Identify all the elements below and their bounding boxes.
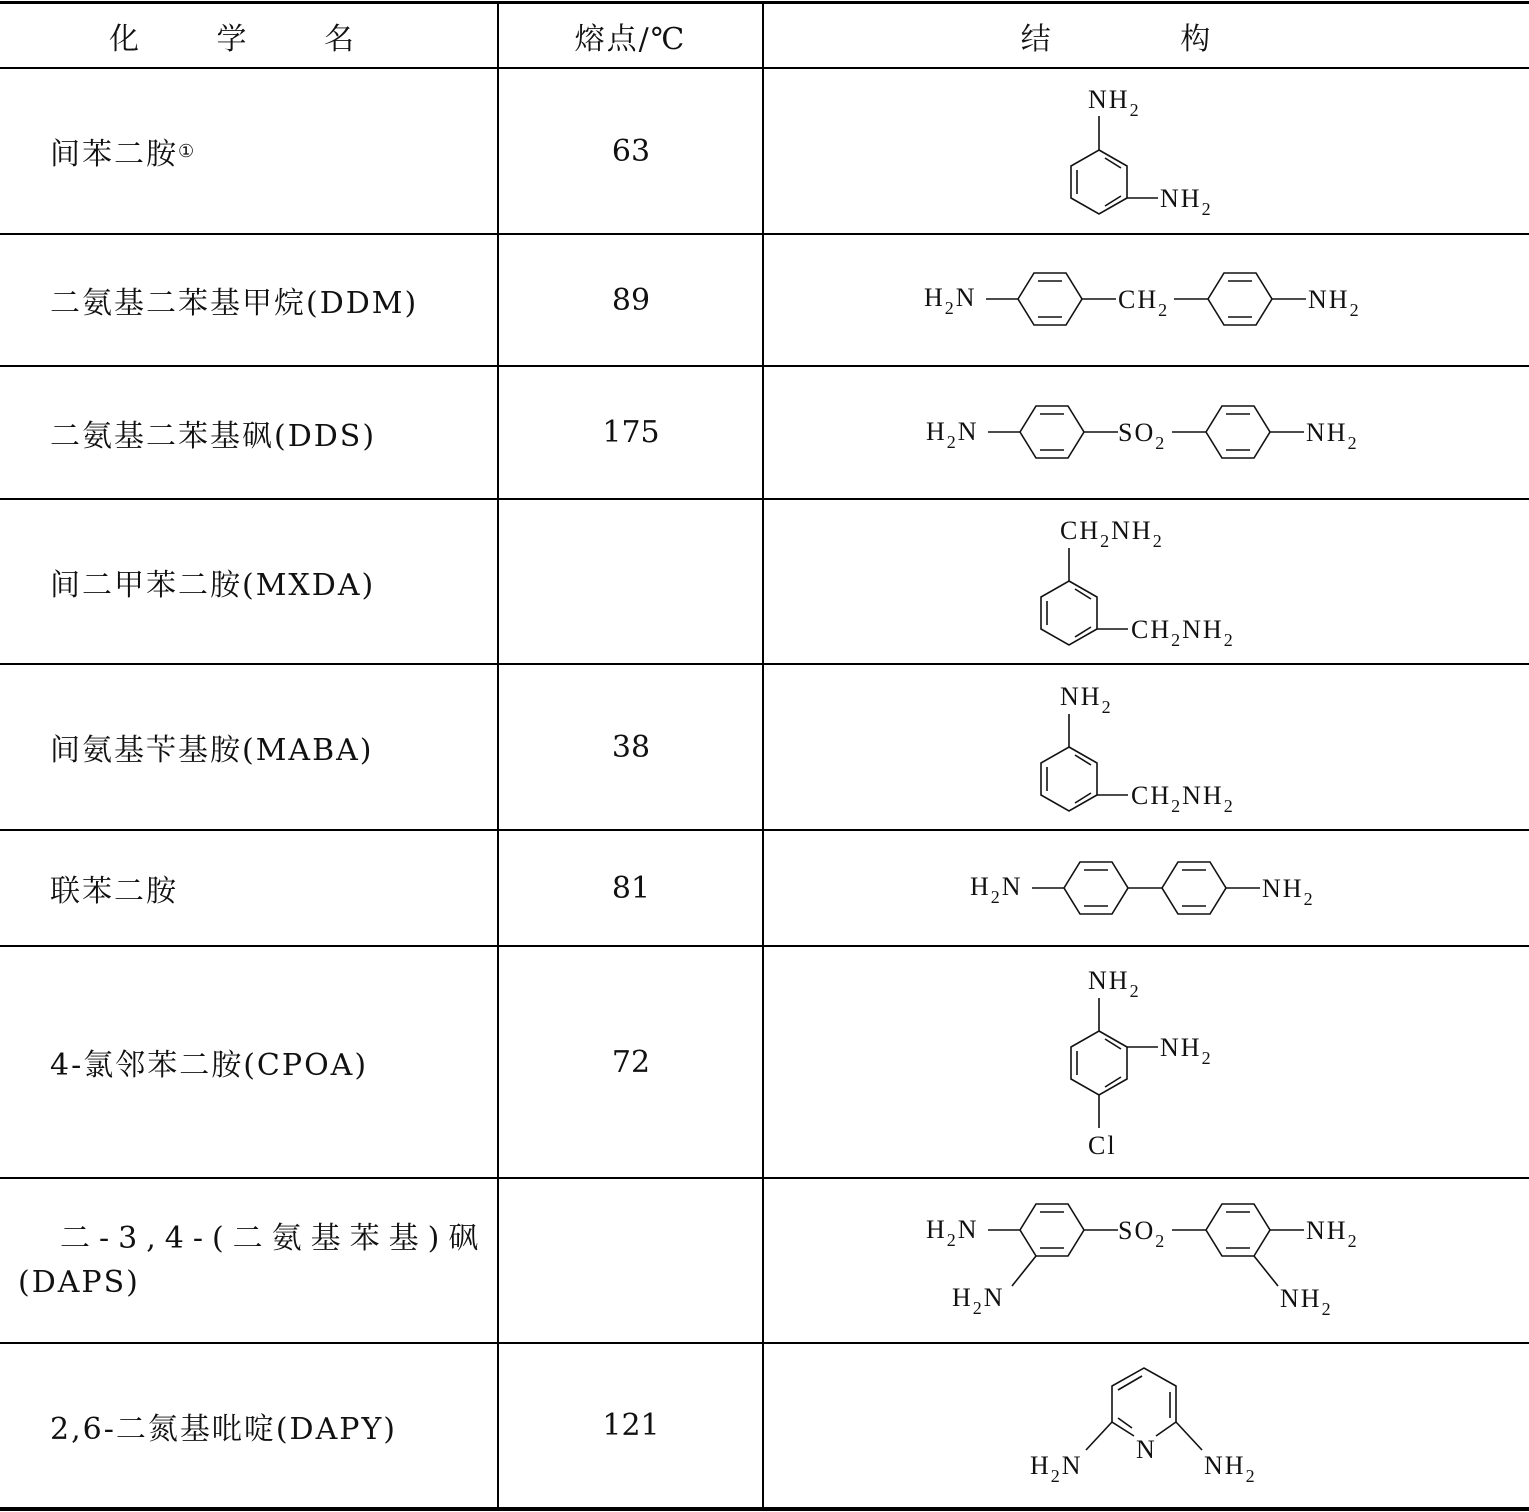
row-1-structure	[764, 69, 1527, 233]
melting-point-value: 63	[611, 133, 651, 169]
svg-text:NH2: $NH_2$	[1160, 184, 1213, 219]
melting-point-value: 121	[602, 1408, 660, 1443]
row-1-mp	[500, 69, 762, 233]
row-7-structure	[764, 947, 1527, 1177]
compound-name: 联苯二胺	[50, 874, 178, 909]
row-2-structure	[764, 235, 1527, 365]
svg-text:CH2NH2: $CH_2NH_2$	[1131, 781, 1235, 816]
row-6-name	[50, 831, 490, 945]
svg-text:NH2: $NH_2$	[1088, 85, 1141, 120]
svg-text:H2N: $H_2N$	[924, 283, 977, 318]
svg-text:CH2NH2: $CH_2NH_2$	[1060, 516, 1164, 551]
row-5-mp	[500, 665, 762, 829]
row-7-mp	[500, 947, 762, 1177]
svg-text:NH2: $NH_2$	[1060, 682, 1113, 717]
svg-text:CH2NH2: $CH_2NH_2$	[1131, 615, 1235, 650]
row-7-name	[50, 947, 490, 1177]
daps-structure	[764, 1179, 1527, 1342]
compound-name: 2,6-二氮基吡啶(DAPY)	[50, 1411, 397, 1447]
dapy-structure	[764, 1344, 1527, 1507]
melting-point-value: 175	[602, 415, 660, 450]
dds-structure	[764, 367, 1527, 498]
row-4-structure	[764, 500, 1527, 663]
row-1-name	[50, 69, 490, 233]
compound-name: 二氨基二苯基甲烷(DDM)	[50, 286, 419, 321]
mpd-structure	[764, 69, 1527, 233]
row-9-name	[50, 1344, 490, 1507]
svg-text:NH2: $NH_2$	[1262, 874, 1315, 909]
row-3-mp	[500, 367, 762, 498]
compound-name-line1: 二-3,4-(二氨基苯基)砜	[60, 1220, 488, 1256]
compound-name: 二氨基二苯基砜(DDS)	[50, 418, 377, 454]
compound-name: 间二甲苯二胺(MXDA)	[50, 567, 376, 603]
melting-point-value: 81	[611, 870, 651, 906]
svg-text:Cl: Cl	[1088, 1131, 1117, 1160]
header-name-text: 化 学 名	[108, 21, 389, 57]
row-6-structure	[764, 831, 1527, 945]
svg-text:CH2: $CH_2$	[1118, 285, 1170, 320]
compound-name: 4-氯邻苯二胺(CPOA)	[50, 1048, 369, 1083]
row-6-mp	[500, 831, 762, 945]
svg-text:SO2: $SO_2$	[1118, 1216, 1167, 1251]
row-2-name	[50, 235, 490, 365]
row-5-structure	[764, 665, 1527, 829]
row-4-mp	[500, 500, 762, 663]
svg-text:NH2: $NH_2$	[1160, 1033, 1213, 1068]
mxda-structure	[764, 500, 1527, 663]
benzidine-structure	[764, 831, 1527, 945]
melting-point-value: 72	[611, 1044, 651, 1080]
row-2-mp	[500, 235, 762, 365]
header-mp-text: 熔点/℃	[574, 21, 687, 57]
svg-text:H2N: $H_2N$	[926, 1215, 979, 1250]
svg-text:H2N: $H_2N$	[926, 417, 979, 452]
row-8-structure	[764, 1179, 1527, 1342]
svg-text:NH2: $NH_2$	[1306, 418, 1359, 453]
table-bottom-border	[0, 1507, 1529, 1511]
compound-name: 间苯二胺	[50, 137, 178, 172]
row-4-name	[50, 500, 490, 663]
row-3-name	[50, 367, 490, 498]
header-structure	[764, 4, 1527, 67]
maba-structure	[764, 665, 1527, 829]
column-divider	[497, 2, 499, 1510]
svg-text:NH2: $NH_2$	[1308, 285, 1361, 320]
row-3-structure	[764, 367, 1527, 498]
svg-text:H2N: $H_2N$	[970, 872, 1023, 907]
row-8-mp	[500, 1179, 762, 1342]
compound-name-line2: (DAPS)	[18, 1264, 140, 1300]
row-9-structure	[764, 1344, 1527, 1507]
header-melting-point	[499, 4, 762, 67]
row-8-name	[18, 1179, 488, 1342]
melting-point-value: 38	[611, 729, 651, 765]
svg-text:N: N	[1136, 1435, 1157, 1464]
svg-text:NH2: $NH_2$	[1204, 1451, 1257, 1486]
row-9-mp	[500, 1344, 762, 1507]
cpoa-structure	[764, 947, 1527, 1177]
melting-point-value: 89	[611, 282, 651, 318]
ddm-structure	[764, 235, 1527, 365]
svg-text:H2N: $H_2N$	[952, 1283, 1005, 1318]
svg-text:SO2: $SO_2$	[1118, 418, 1167, 453]
row-5-name	[50, 665, 490, 829]
svg-text:NH2: $NH_2$	[1088, 966, 1141, 1001]
header-structure-text: 结 构	[1020, 21, 1271, 57]
compound-name: 间氨基苄基胺(MABA)	[50, 733, 374, 768]
svg-text:NH2: $NH_2$	[1280, 1284, 1333, 1319]
svg-text:NH2: $NH_2$	[1306, 1216, 1359, 1251]
footnote-mark: ①	[178, 140, 197, 162]
svg-text:H2N: $H_2N$	[1030, 1451, 1083, 1486]
header-name	[0, 4, 497, 67]
